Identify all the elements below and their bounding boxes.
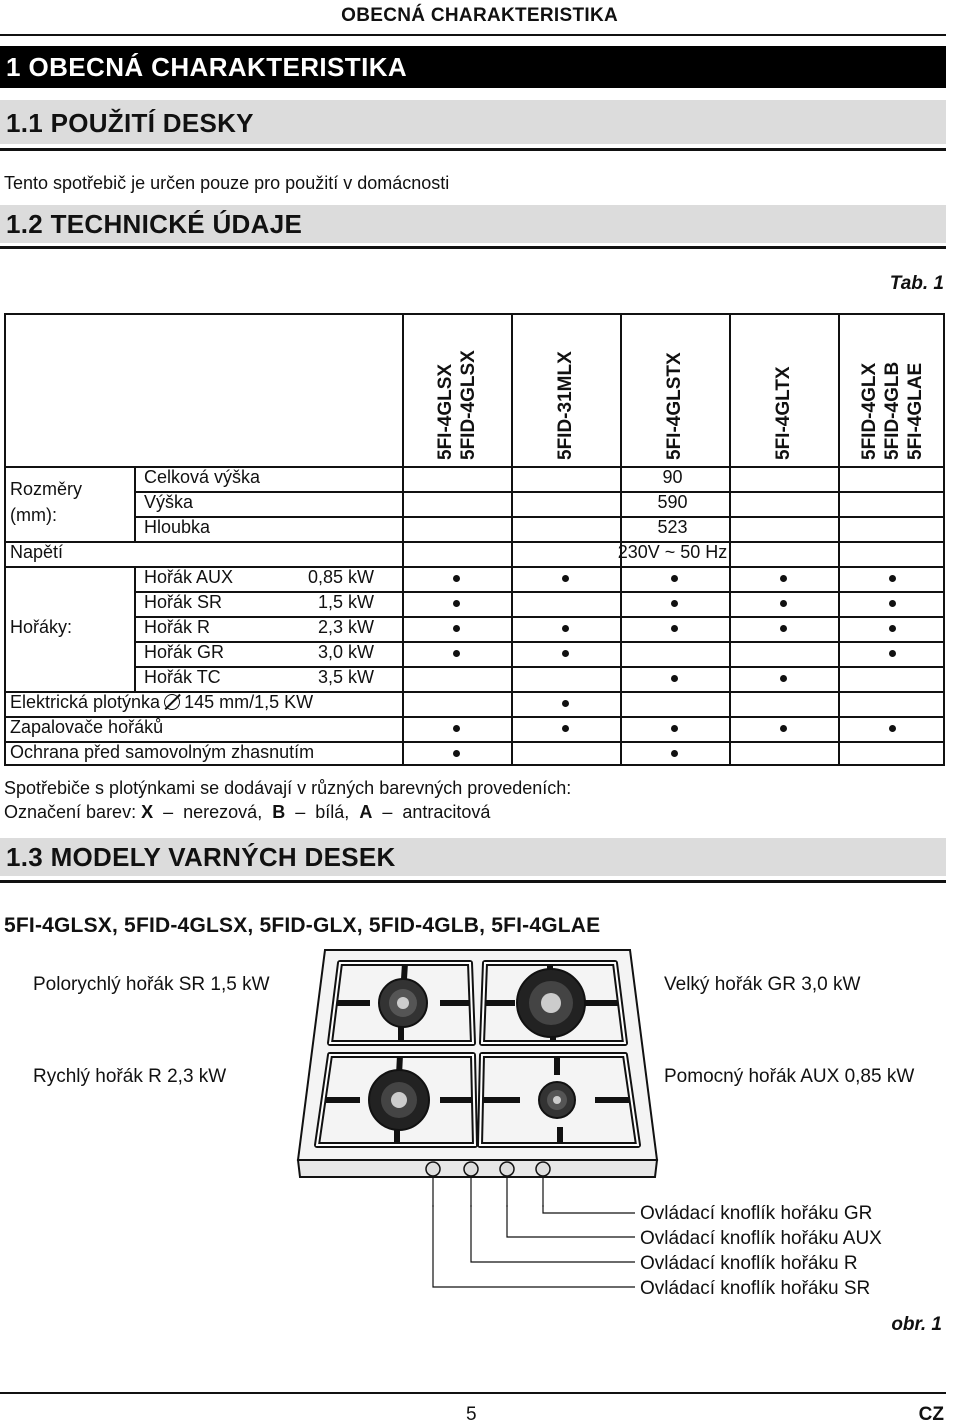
color-name: bílá <box>315 802 345 822</box>
feature-label <box>10 717 163 738</box>
running-head: OBECNÁ CHARAKTERISTIKA <box>341 5 618 26</box>
feature-label <box>10 692 313 713</box>
model-header: 5FID-4GLX 5FID-4GLB 5FI-4GLAE <box>859 361 926 460</box>
voltage-value: 230V ~ 50 Hz <box>617 542 728 562</box>
dimension-name: Hloubka <box>144 517 211 537</box>
feature-dot <box>671 675 678 682</box>
color-code: A <box>359 802 373 822</box>
feature-dot <box>780 575 787 582</box>
model-header: 5FI-4GLSTX <box>664 352 685 460</box>
knob-label-r: Ovládací knoflík hořáku R <box>640 1253 858 1274</box>
diameter-icon <box>164 694 180 710</box>
feature-dot <box>671 625 678 632</box>
color-code: B <box>272 802 286 822</box>
feature-dot <box>453 725 460 732</box>
burner-name: Hořák TC <box>144 667 221 687</box>
burner-gr <box>517 969 585 1037</box>
feature-dot <box>780 625 787 632</box>
feature-dot <box>671 725 678 732</box>
knob-callouts <box>420 1205 640 1295</box>
feature-label-text: Elektrická plotýnka <box>10 692 161 712</box>
burner-name: Hořák SR <box>144 592 223 612</box>
feature-dot <box>453 750 460 757</box>
feature-dot <box>562 725 569 732</box>
dimension-name: Celková výška <box>144 467 261 487</box>
voltage-label: Napětí <box>10 542 64 562</box>
burner-aux <box>539 1082 575 1118</box>
dash: – <box>382 802 393 822</box>
hob-drawing <box>295 945 660 1210</box>
burners-label: Hořáky: <box>10 617 73 637</box>
page-number: 5 <box>466 1404 477 1425</box>
model-header: 5FI-4GLTX <box>773 366 794 460</box>
section-rule <box>0 148 946 151</box>
feature-label-text: Zapalovače hořáků <box>10 717 164 737</box>
language-code: CZ <box>918 1404 944 1425</box>
table-column-rule <box>838 315 840 764</box>
color-code: X <box>141 802 154 822</box>
table-column-rule <box>620 315 622 764</box>
label-gr-burner: Velký hořák GR 3,0 kW <box>664 974 861 995</box>
burner-r <box>369 1070 429 1130</box>
model-header: 5FI-4GLSX 5FID-4GLSX <box>434 350 479 460</box>
feature-dot <box>562 650 569 657</box>
burner-sr <box>379 979 427 1027</box>
models-line: 5FI-4GLSX, 5FID-4GLSX, 5FID-GLX, 5FID-4GLB, 5FI-4GLAE <box>4 914 601 937</box>
table-column-rule <box>134 566 136 691</box>
section-1-3-heading: 1.3 MODELY VARNÝCH DESEK <box>0 838 946 876</box>
feature-label-text: Ochrana před samovolným zhasnutím <box>10 742 315 762</box>
label-aux-burner: Pomocný hořák AUX 0,85 kW <box>664 1066 915 1087</box>
section-1-heading: 1 OBECNÁ CHARAKTERISTIKA <box>0 46 946 88</box>
burner-power: 1,5 kW <box>317 592 374 612</box>
feature-dot <box>889 725 896 732</box>
burner-power: 2,3 kW <box>317 617 374 637</box>
dimensions-label: Rozměry (mm): <box>10 479 83 525</box>
feature-dot <box>562 575 569 582</box>
feature-label-suffix: 145 mm/1,5 KW <box>184 692 314 712</box>
knob-leader-lines <box>433 1176 543 1207</box>
burner-name: Hořák R <box>144 617 211 637</box>
model-header: 5FID-31MLX <box>555 351 576 460</box>
feature-dot <box>780 725 787 732</box>
burner-name: Hořák GR <box>144 642 225 662</box>
dimension-value: 590 <box>657 492 688 512</box>
feature-dot <box>671 600 678 607</box>
feature-dot <box>889 600 896 607</box>
table-column-rule <box>511 315 513 764</box>
footer-rule <box>0 1392 946 1394</box>
dash: – <box>295 802 306 822</box>
feature-dot <box>889 575 896 582</box>
color-legend: Označení barev: X – nerezová, B – bílá, A – antracitová <box>4 802 491 822</box>
dimension-name: Výška <box>144 492 194 512</box>
technical-table <box>4 313 945 766</box>
label-r-burner: Rychlý hořák R 2,3 kW <box>33 1066 227 1087</box>
table-column-rule <box>402 315 404 764</box>
section-1-1-heading: 1.1 POUŽITÍ DESKY <box>0 100 946 144</box>
feature-dot <box>562 625 569 632</box>
feature-dot <box>889 625 896 632</box>
dash: – <box>163 802 174 822</box>
feature-dot <box>671 750 678 757</box>
dimension-value: 523 <box>657 517 688 537</box>
feature-label <box>10 742 314 763</box>
section-rule <box>0 880 946 883</box>
burner-power: 3,0 kW <box>317 642 374 662</box>
burner-power: 0,85 kW <box>307 567 374 587</box>
feature-dot <box>562 700 569 707</box>
color-name: antracitová <box>402 802 491 822</box>
figure-caption: obr. 1 <box>891 1314 942 1335</box>
label-sr-burner: Polorychlý hořák SR 1,5 kW <box>33 974 270 995</box>
table-column-rule <box>729 315 731 764</box>
section-1-2-heading: 1.2 TECHNICKÉ ÚDAJE <box>0 205 946 243</box>
color-legend-prefix: Označení barev: <box>4 802 142 822</box>
section-rule <box>0 246 946 249</box>
knob-label-gr: Ovládací knoflík hořáku GR <box>640 1203 873 1224</box>
feature-dot <box>453 575 460 582</box>
knob-label-aux: Ovládací knoflík hořáku AUX <box>640 1228 882 1249</box>
feature-dot <box>671 575 678 582</box>
table-label: Tab. 1 <box>889 273 944 294</box>
table-column-rule <box>134 466 136 541</box>
color-note: Spotřebiče s plotýnkami se dodávají v různých barevných provedeních: <box>4 778 572 798</box>
burner-power: 3,5 kW <box>317 667 374 687</box>
burner-name: Hořák AUX <box>144 567 234 587</box>
feature-dot <box>889 650 896 657</box>
feature-dot <box>453 625 460 632</box>
knob-label-sr: Ovládací knoflík hořáku SR <box>640 1278 871 1299</box>
feature-dot <box>453 650 460 657</box>
usage-text: Tento spotřebič je určen pouze pro použití v domácnosti <box>4 173 450 193</box>
dimension-value: 90 <box>662 467 683 487</box>
feature-dot <box>780 600 787 607</box>
color-name: nerezová <box>183 802 258 822</box>
feature-dot <box>780 675 787 682</box>
header-rule <box>0 34 946 36</box>
feature-dot <box>453 600 460 607</box>
